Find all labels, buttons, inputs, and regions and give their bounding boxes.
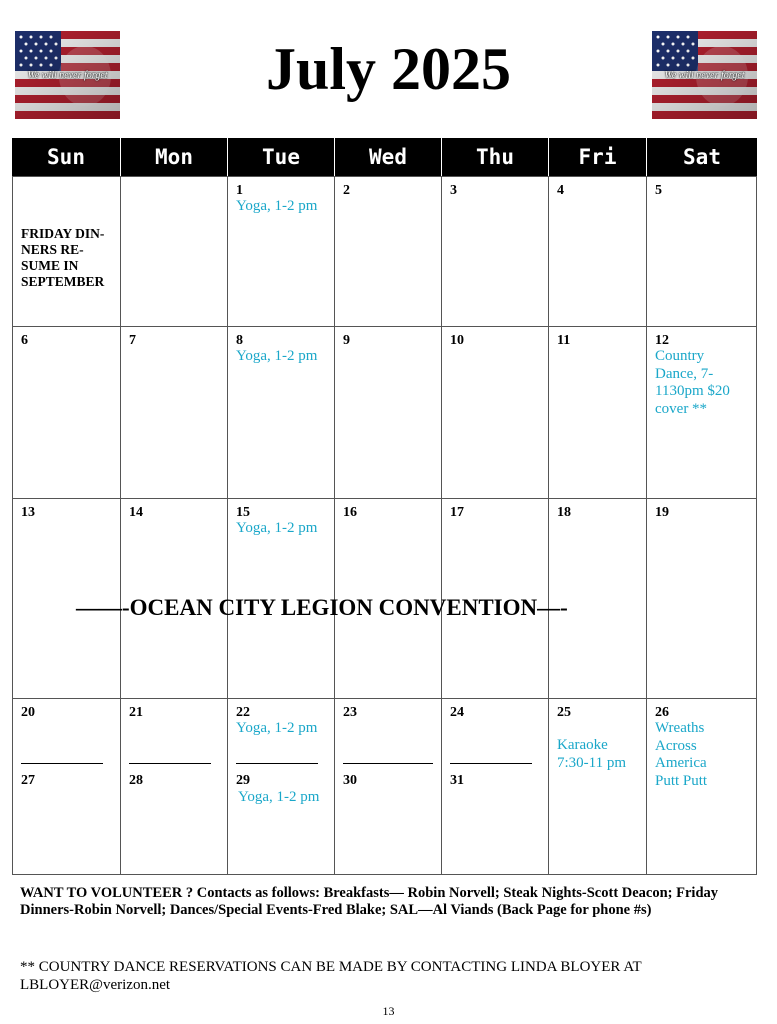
date-divider-line — [343, 763, 433, 764]
day-cell — [227, 698, 334, 875]
day-cell — [120, 326, 227, 498]
day-number: 26 — [655, 705, 669, 720]
day-number: 15 — [236, 505, 250, 520]
day-cell — [646, 698, 757, 875]
day-number: 22 — [236, 705, 250, 720]
day-cell — [227, 176, 334, 326]
day-number: 18 — [557, 505, 571, 520]
date-divider-line — [21, 763, 103, 764]
day-cell — [548, 326, 646, 498]
event-text: Karaoke 7:30-11 pm — [557, 737, 627, 771]
day-number: 1 — [236, 183, 243, 198]
date-divider-line — [129, 763, 211, 764]
day-number: 9 — [343, 333, 350, 348]
day-number: 7 — [129, 333, 136, 348]
event-text: Yoga, 1-2 pm — [236, 720, 318, 736]
day-number: 2 — [343, 183, 350, 198]
page-number: 13 — [382, 1004, 395, 1018]
day-cell — [441, 698, 548, 875]
day-cell — [334, 698, 441, 875]
day-number: 10 — [450, 333, 464, 348]
weekday-header-thu: Thu — [441, 138, 548, 176]
weekday-header-sun: Sun — [12, 138, 120, 176]
day-number: 28 — [129, 773, 143, 788]
day-number: 5 — [655, 183, 662, 198]
day-cell — [12, 176, 120, 326]
day-cell — [548, 176, 646, 326]
day-cell — [12, 698, 120, 875]
convention-banner: ——-OCEAN CITY LEGION CONVENTION—- — [76, 595, 568, 620]
flag-caption: We will never forget — [27, 70, 108, 81]
calendar-grid — [12, 138, 757, 875]
day-number: 12 — [655, 333, 669, 348]
day-cell — [12, 326, 120, 498]
event-text: Wreaths Across America Putt Putt — [655, 720, 708, 789]
day-cell — [548, 698, 646, 875]
day-number: 13 — [21, 505, 35, 520]
day-number: 24 — [450, 705, 464, 720]
day-number: 16 — [343, 505, 357, 520]
day-number: 17 — [450, 505, 464, 520]
day-number: 14 — [129, 505, 143, 520]
day-number: 3 — [450, 183, 457, 198]
dance-reservation-note: ** COUNTRY DANCE RESERVATIONS CAN BE MADE BY CONTACTING LINDA BLOYER AT LBLOYER@verizon.net — [20, 959, 642, 993]
day-number: 4 — [557, 183, 564, 198]
day-number: 6 — [21, 333, 28, 348]
day-cell — [120, 176, 227, 326]
day-number: 23 — [343, 705, 357, 720]
page-title: July 2025 — [265, 36, 512, 102]
date-divider-line — [236, 763, 318, 764]
day-cell — [334, 176, 441, 326]
event-text: Yoga, 1-2 pm — [236, 198, 318, 214]
day-number: 19 — [655, 505, 669, 520]
day-cell — [441, 176, 548, 326]
volunteer-contacts: WANT TO VOLUNTEER ? Contacts as follows: Breakfasts— Robin Norvell; Steak Nights-Scott Deacon; Friday Dinners-Robin Norvell; Dances/Special Events-Fred Blake; SAL—Al Viands (Back Page for phone #s) — [20, 885, 719, 918]
day-cell — [646, 176, 757, 326]
event-text: Yoga, 1-2 pm — [236, 348, 318, 364]
day-cell — [120, 698, 227, 875]
day-cell — [646, 326, 757, 498]
day-number: 8 — [236, 333, 243, 348]
weekday-header-wed: Wed — [334, 138, 441, 176]
day-number: 27 — [21, 773, 35, 788]
event-text: Yoga, 1-2 pm — [236, 520, 318, 536]
day-cell — [441, 326, 548, 498]
weekday-header-sat: Sat — [646, 138, 757, 176]
day-cell — [334, 326, 441, 498]
flag-caption: We will never forget — [664, 70, 745, 81]
day-number: 31 — [450, 773, 464, 788]
day-number: 20 — [21, 705, 35, 720]
day-cell — [646, 498, 757, 698]
day-note: FRIDAY DIN- NERS RE- SUME IN SEPTEMBER — [21, 226, 105, 289]
day-number: 11 — [557, 333, 571, 348]
weekday-header-mon: Mon — [120, 138, 227, 176]
day-number: 29 — [236, 773, 250, 788]
date-divider-line — [450, 763, 532, 764]
day-number: 30 — [343, 773, 357, 788]
weekday-header-tue: Tue — [227, 138, 334, 176]
day-number: 21 — [129, 705, 143, 720]
weekday-header-fri: Fri — [548, 138, 646, 176]
event-text: Yoga, 1-2 pm — [238, 789, 320, 805]
day-cell — [227, 326, 334, 498]
event-text: Country Dance, 7- 1130pm $20 cover ** — [655, 348, 730, 417]
day-number: 25 — [557, 705, 571, 720]
